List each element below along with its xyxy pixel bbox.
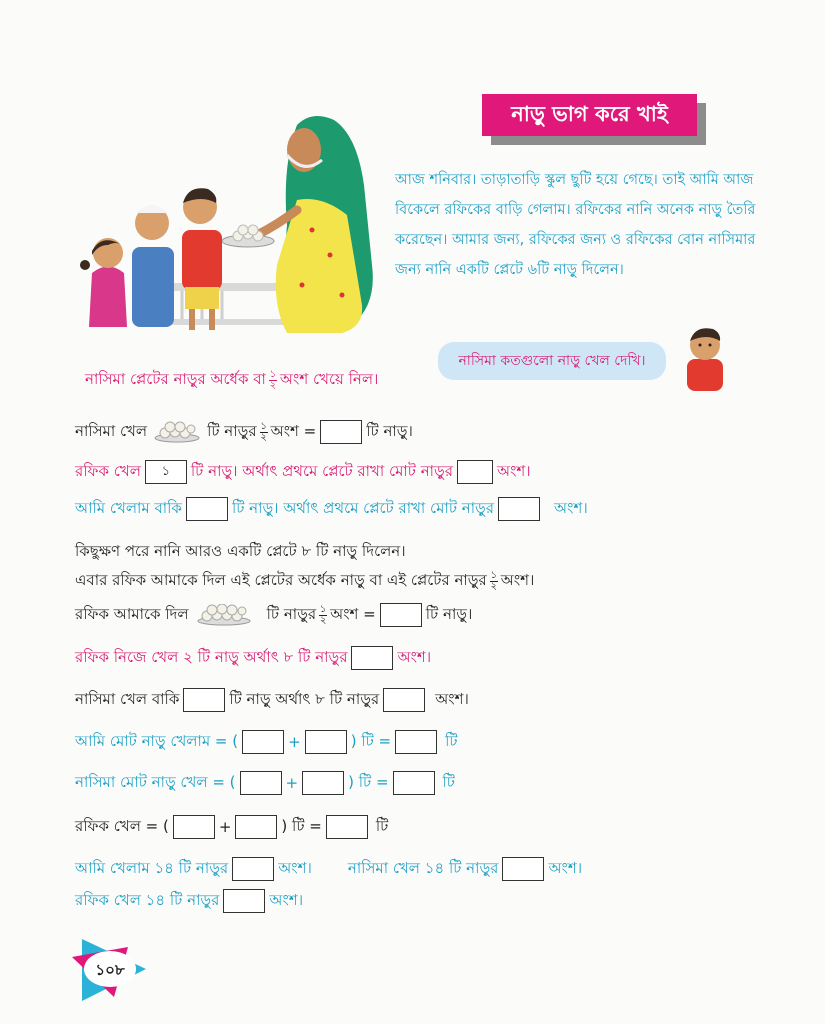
answer-box[interactable] [326,815,368,839]
answer-box[interactable] [183,688,225,712]
line10-text-c: টি [445,731,458,750]
line13-text-b: অংশ। [278,858,312,877]
page-title: নাড়ু ভাগ করে খাই [482,94,697,136]
line7-text-c: অংশ = [330,604,376,623]
line-rafiq-fraction-of-14 [75,886,303,916]
plus-sign: + [288,733,301,751]
line-fraction-of-14 [75,854,582,884]
line7-text-a: রফিক আমাকে দিল [75,604,189,623]
half-fraction: $\frac{১}{২}$ [260,420,267,443]
line2-text-d: টি নাড়ু। [366,421,413,440]
answer-box[interactable] [173,815,215,839]
line12-text-c: টি [375,816,389,835]
line12-text-a: রফিক খেল = ( [75,816,169,835]
line-second-plate [75,537,406,567]
line3-text-a: রফিক খেল [75,461,141,480]
line-nasima-rest [75,685,469,715]
line11-text-b: ) টি = [348,772,389,791]
answer-box[interactable] [393,771,435,795]
plus-sign: + [218,818,232,836]
plus-sign: + [285,774,299,792]
line1-text-b: অংশ খেয়ে নিল। [279,369,379,388]
answer-box[interactable] [380,603,422,627]
line8-text-b: অংশ। [397,647,432,666]
line9-text-c: অংশ। [435,689,469,708]
line4-text-c: অংশ। [554,498,588,517]
answer-box[interactable] [242,730,284,754]
answer-box[interactable] [502,857,544,881]
line-rafiq-gave-me [75,600,472,630]
line-i-total [75,727,458,757]
line2-text-c: অংশ = [270,421,317,440]
line10-text-b: ) টি = [350,731,392,750]
line2-text-a: নাসিমা খেল [75,421,148,440]
line4-text-b: টি নাড়ু। অর্থাৎ প্রথমে প্লেটে রাখা মোট নাড়ুর [231,498,495,517]
line14-text-a: রফিক খেল ১৪ টি নাড়ুর [75,890,220,909]
line13-text-c: নাসিমা খেল ১৪ টি নাড়ুর [347,858,499,877]
line2-text-b: টি নাড়ুর [207,421,257,440]
illustration-family [72,105,392,340]
answer-box[interactable] [235,815,277,839]
line3-text-c: অংশ। [496,461,531,480]
answer-box[interactable] [305,730,347,754]
nadu-plate-icon [195,604,253,626]
line-nasima-total [75,768,455,798]
boy-icon [683,323,727,391]
answer-box[interactable] [351,646,393,670]
line-nasima-ate [75,417,413,447]
line13-text-d: অংশ। [548,858,583,877]
line-rafiq-ate [75,457,531,487]
nadu-plate-icon [153,421,201,443]
answer-box[interactable] [383,688,425,712]
line10-text-a: আমি মোট নাড়ু খেলাম = ( [75,731,239,750]
line6-text-a: এবার রফিক আমাকে দিল এই প্লেটের অর্ধেক নাড়ু বা এই প্লেটের নাড়ুর [75,570,487,589]
speech-bubble: নাসিমা কতগুলো নাড়ু খেল দেখি। [438,342,666,380]
line11-text-a: নাসিমা মোট নাড়ু খেল = ( [75,772,236,791]
title-banner [482,94,697,136]
line9-text-a: নাসিমা খেল বাকি [75,689,180,708]
line4-text-a: আমি খেলাম বাকি [75,498,182,517]
line7-text-b: টি নাড়ুর [266,604,317,623]
page-number: ১০৮ [95,961,125,979]
line12-text-b: ) টি = [281,816,322,835]
line7-text-d: টি নাড়ু। [425,604,473,623]
half-fraction: $\frac{১}{২}$ [269,368,277,391]
line3-text-b: টি নাড়ু। অর্থাৎ প্রথমে প্লেটে রাখা মোট নাড়ুর [190,461,453,480]
line13-text-a: আমি খেলাম ১৪ টি নাড়ুর [75,858,229,877]
line1-text-a: নাসিমা প্লেটের নাড়ুর অর্ধেক বা [85,369,266,388]
line14-text-b: অংশ। [269,890,304,909]
intro-paragraph: আজ শনিবার। তাড়াতাড়ি স্কুল ছুটি হয়ে গেছে। তাই আমি আজ বিকেলে রফিকের বাড়ি গেলাম। রফিকের নানি অনেক নাড়ু তৈরি করেছেন। আমার জন্য, রফিকের জন্য ও রফিকের বোন নাসিমার জন্য নানি একটি প্লেটে ৬টি নাড়ু দিলেন। [395,172,756,278]
answer-box-filled[interactable]: ১ [145,460,187,484]
line-nasima-half [85,365,378,395]
half-fraction: $\frac{১}{২}$ [319,603,327,626]
answer-box[interactable] [232,857,274,881]
line-rafiq-self [75,643,431,673]
answer-box[interactable] [223,889,265,913]
answer-box[interactable] [320,420,362,444]
line11-text-c: টি [442,772,455,791]
answer-box[interactable] [457,460,493,484]
answer-box[interactable] [302,771,344,795]
line5-text: কিছুক্ষণ পরে নানি আরও একটি প্লেটে ৮ টি নাড়ু দিলেন। [75,541,406,560]
answer-box[interactable] [498,497,540,521]
line-rafiq-total [75,812,388,842]
line-rafiq-gives-half [75,566,534,596]
line8-text-a: রফিক নিজে খেল ২ টি নাড়ু অর্থাৎ ৮ টি নাড়ুর [75,647,348,666]
answer-box[interactable] [240,771,282,795]
line9-text-b: টি নাড়ু অর্থাৎ ৮ টি নাড়ুর [229,689,380,708]
answer-box[interactable] [186,497,228,521]
answer-box[interactable] [395,730,437,754]
line6-text-b: অংশ। [500,570,535,589]
line-i-ate [75,494,588,524]
half-fraction: $\frac{১}{২}$ [490,569,497,592]
page-number-badge [68,935,153,1005]
